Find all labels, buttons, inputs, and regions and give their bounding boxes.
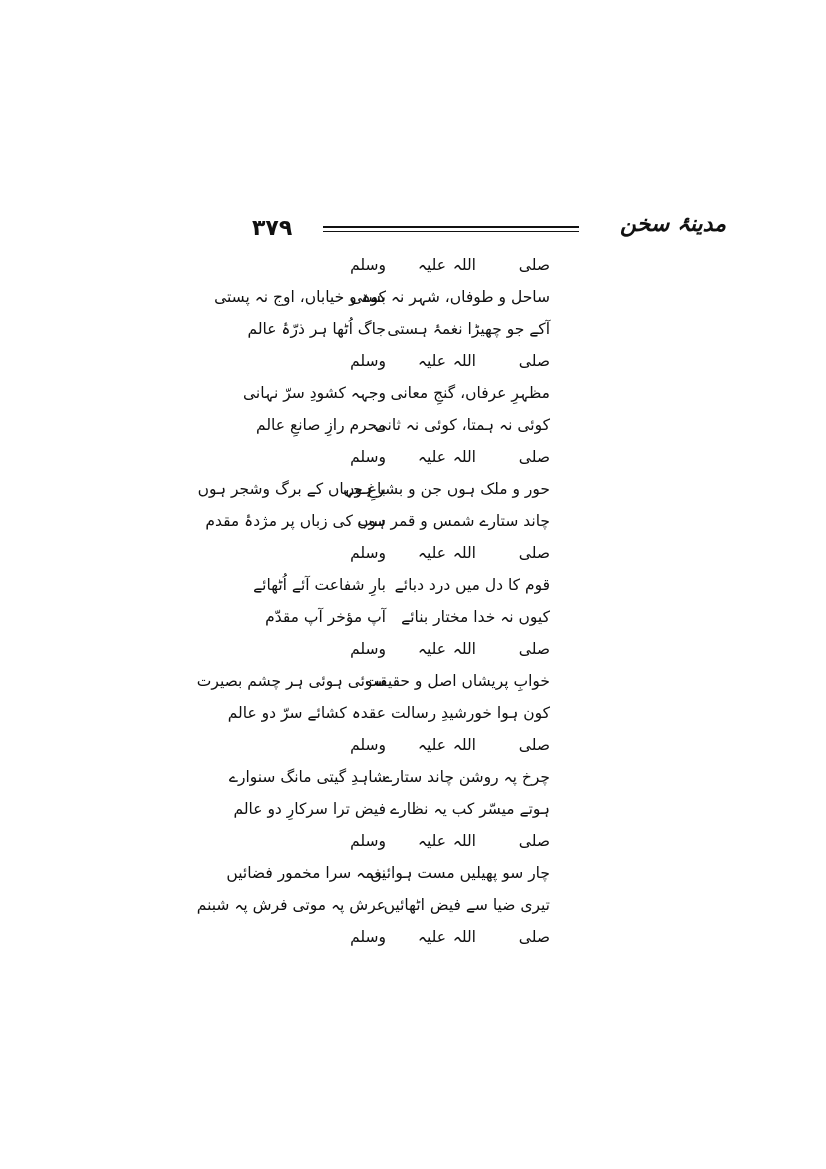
refrain-word: اللہ [452,256,476,274]
refrain-word: اللہ [452,832,476,850]
header-rule [323,226,579,232]
refrain-word: علیہ [417,832,446,850]
refrain-word: وسلم [350,640,386,658]
verse-first-half: کوئی نہ ہمتا، کوئی نہ ثانی [374,416,550,434]
refrain-word: صلی [518,928,550,946]
verse-line [226,860,550,892]
refrain-word: اللہ [452,544,476,562]
refrain-word: اللہ [452,640,476,658]
verse-first-half: ہوتے میسّر کب یہ نظارے [390,800,550,818]
verse-line [196,668,550,700]
refrain-line [250,444,550,476]
refrain-word: صلی [518,544,550,562]
verse-first-half: تیری ضیا سے فیض اٹھائیں [383,896,550,914]
verse-line [250,412,550,444]
verse-second-half: آپ مؤخر آپ مقدّم [265,608,386,626]
verse-line [227,700,550,732]
refrain-line [250,636,550,668]
verse-second-half: جاگ اُٹھا ہر ذرّۂ عالم [247,320,386,338]
verse-second-half: عقدہ کشائے سرّ دو عالم [227,704,386,722]
refrain-word: وسلم [350,928,386,946]
verse-second-half: وجہہ کشودِ سرّ نہانی [242,384,386,402]
verse-first-half: ساحل و طوفاں، شہر نہ بستی [350,288,550,306]
running-head: مدینۂ سخن [619,212,726,237]
poem [196,252,550,982]
verse-line [197,476,550,508]
refrain-word: علیہ [417,640,446,658]
verse-second-half: کوہ و خیاباں، اوج نہ پستی [214,288,386,306]
verse-second-half: محرم رازِ صانعِ عالم [256,416,386,434]
refrain-word: وسلم [350,448,386,466]
verse-line [250,604,550,636]
verse-line [242,380,550,412]
verse-first-half: چار سو پھیلیں مست ہوائیں [370,864,550,882]
verse-line [250,572,550,604]
refrain-word: صلی [518,352,550,370]
refrain-word: علیہ [417,544,446,562]
refrain-line [250,348,550,380]
refrain-word: وسلم [350,256,386,274]
refrain-line [250,252,550,284]
verse-first-half: قوم کا دل میں درد دبائے [394,576,550,594]
verse-first-half: کیوں نہ خدا مختار بنائے [401,608,550,626]
verse-line [247,316,550,348]
refrain-word: اللہ [452,928,476,946]
verse-second-half: سب کی زباں پر مژدۂ مقدم [205,512,386,530]
verse-second-half: سوئی ہوئی ہر چشم بصیرت [196,672,386,690]
refrain-word: صلی [518,832,550,850]
refrain-word: وسلم [350,736,386,754]
refrain-word: صلی [518,640,550,658]
verse-second-half: باغِ جہاں کے برگ وشجر ہوں [197,480,386,498]
verse-line [228,764,550,796]
verse-line [205,508,550,540]
refrain-word: علیہ [417,256,446,274]
refrain-word: علیہ [417,928,446,946]
refrain-word: علیہ [417,352,446,370]
verse-second-half: عرش پہ موتی فرش پہ شبنم [196,896,386,914]
refrain-word: اللہ [452,736,476,754]
page-number: ۳۷۹ [252,216,293,241]
refrain-word: اللہ [452,448,476,466]
refrain-word: علیہ [417,448,446,466]
refrain-word: وسلم [350,352,386,370]
verse-first-half: مظہرِ عرفاں، گنجِ معانی [390,384,550,402]
verse-first-half: چرخ پہ روشن چاند ستارے [383,768,550,786]
refrain-word: علیہ [417,736,446,754]
verse-line [196,892,550,924]
verse-first-half: کون ہوا خورشیدِ رسالت [391,704,550,722]
verse-first-half: آکے جو چھیڑا نغمۂ ہستی [387,320,550,338]
verse-second-half: نغمہ سرا مخمور فضائیں [226,864,386,882]
verse-second-half: بارِ شفاعت آئے اُٹھائے [253,576,386,594]
refrain-word: وسلم [350,832,386,850]
refrain-line [250,924,550,956]
verse-first-half: خوابِ پریشاں اصل و حقیقت [364,672,550,690]
verse-second-half: فیض ترا سرکارِ دو عالم [233,800,386,818]
verse-first-half: چاند ستارے شمس و قمر ہوں [357,512,550,530]
refrain-word: صلی [518,256,550,274]
refrain-line [250,540,550,572]
refrain-line [250,732,550,764]
verse-second-half: شاہدِ گیتی مانگ سنوارے [228,768,386,786]
refrain-word: وسلم [350,544,386,562]
refrain-word: صلی [518,448,550,466]
verse-line [214,284,550,316]
refrain-word: صلی [518,736,550,754]
refrain-word: اللہ [452,352,476,370]
verse-first-half: حور و ملک ہوں جن و بشر ہوں [343,480,550,498]
verse-line [233,796,550,828]
refrain-line [250,828,550,860]
